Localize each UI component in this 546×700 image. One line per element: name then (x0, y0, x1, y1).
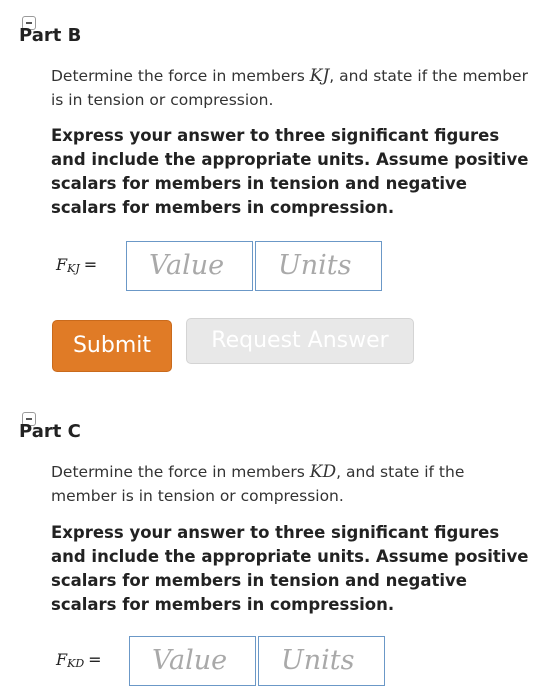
part-b-instructions: Express your answer to three significant figures and include the appropriate units. Assume positive scalars for members in tension and negative scalars for members in compression. (51, 126, 529, 217)
part-b-question-prefix: Determine the force in members (51, 67, 310, 85)
part-c-label-eq: = (88, 650, 102, 669)
part-b-label-sub: KJ (67, 262, 80, 275)
part-c-answer-label (56, 650, 102, 670)
part-c-question-var: KD (309, 462, 337, 482)
part-c-instructions: Express your answer to three significant figures and include the appropriate units. Assume positive scalars for members in tension and negative scalars for members in compression. (51, 523, 529, 614)
part-b-answer-label (56, 255, 97, 275)
part-b-label-f: F (56, 255, 68, 274)
part-c-label-f: F (56, 650, 68, 669)
part-c-value-input[interactable]: Value (129, 636, 256, 686)
part-b-title: Part B (19, 25, 82, 46)
submit-button[interactable]: Submit (52, 320, 172, 372)
part-b-value-input[interactable]: Value (126, 241, 253, 291)
part-c-question-suffix: , and state if the member is in tension or compression. (51, 463, 465, 505)
request-answer-button[interactable]: Request Answer (186, 318, 414, 364)
part-c-question-prefix: Determine the force in members (51, 463, 310, 481)
part-b-label-eq: = (83, 255, 98, 274)
part-b-units-input[interactable]: Units (255, 241, 382, 291)
part-c-question (51, 460, 529, 508)
part-c-units-input[interactable]: Units (258, 636, 385, 686)
part-b-question-suffix: , and state if the member is in tension or compression. (51, 67, 528, 109)
part-b-question-var: KJ (309, 66, 330, 86)
part-b-question (51, 64, 529, 112)
part-c-title: Part C (19, 421, 81, 442)
part-c-label-sub: KD (67, 657, 85, 670)
